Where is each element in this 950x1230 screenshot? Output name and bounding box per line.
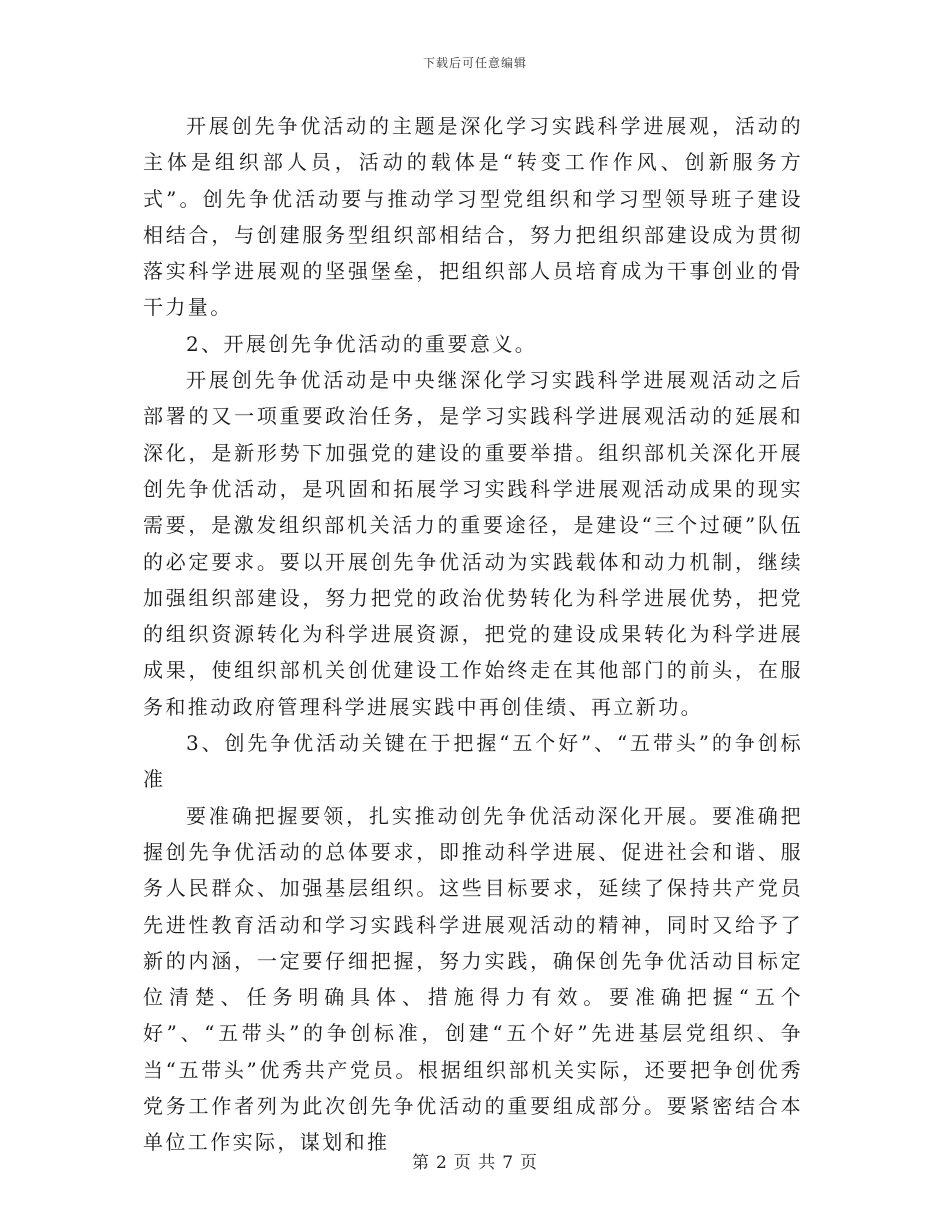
paragraph-standards: 要准确把握要领，扎实推动创先争优活动深化开展。要准确把握创先争优活动的总体要求，即推动科学进展、促进社会和谐、服务人民群众、加强基层组织。这些目标要求，延续了保持共产党员先进性教育活动和学习实践科学进展观活动的精神，同时又给予了新的内涵，一定要仔细把握，努力实践，确保创先争优活动目标定位清楚、任务明确具体、措施得力有效。要准确把握“五个好”、“五带头”的争创标准，创建“五个好”先进基层党组织、争当“五带头”优秀共产党员。根据组织部机关实际，还要把争创优秀党务工作者列为此次创先争优活动的重要组成部分。要紧密结合本单位工作实际，谋划和推 [143, 803, 803, 1155]
paragraph-significance: 开展创先争优活动是中央继深化学习实践科学进展观活动之后部署的又一项重要政治任务，是学习实践科学进展观活动的延展和深化，是新形势下加强党的建设的重要举措。组织部机关深化开展创先争优活动，是巩固和拓展学习实践科学进展观活动成果的现实需要，是激发组织部机关活力的重要途径，是建设“三个过硬”队伍的必定要求。要以开展创先争优活动为实践载体和动力机制，继续加强组织部建设，努力把党的政治优势转化为科学进展优势，把党的组织资源转化为科学进展资源，把党的建设成果转化为科学进展成果，使组织部机关创优建设工作始终走在其他部门的前头，在服务和推动政府管理科学进展实践中再创佳绩、再立新功。 [143, 368, 803, 719]
page-footer [0, 1148, 950, 1173]
total-page-count: 7 [502, 1153, 515, 1173]
footer-prefix: 第 [411, 1153, 430, 1173]
current-page-number: 2 [435, 1153, 448, 1173]
page-header-note: 下载后可任意编辑 [422, 56, 527, 70]
paragraph-theme: 开展创先争优活动的主题是深化学习实践科学进展观，活动的主体是组织部人员，活动的载体是“转变工作作风、创新服务方式”。创先争优活动要与推动学习型党组织和学习型领导班子建设相结合，与创建服务型组织部相结合，努力把组织部建设成为贯彻落实科学进展观的坚强堡垒，把组织部人员培育成为干事创业的骨干力量。 [143, 114, 803, 320]
section-heading-standards: 3、创先争优活动关键在于把握“五个好”、“五带头”的争创标准 [143, 731, 803, 792]
footer-suffix: 页 [520, 1153, 539, 1173]
footer-middle: 页 共 [453, 1153, 497, 1173]
section-heading-significance: 2、开展创先争优活动的重要意义。 [186, 331, 538, 356]
document-body [143, 108, 803, 1161]
